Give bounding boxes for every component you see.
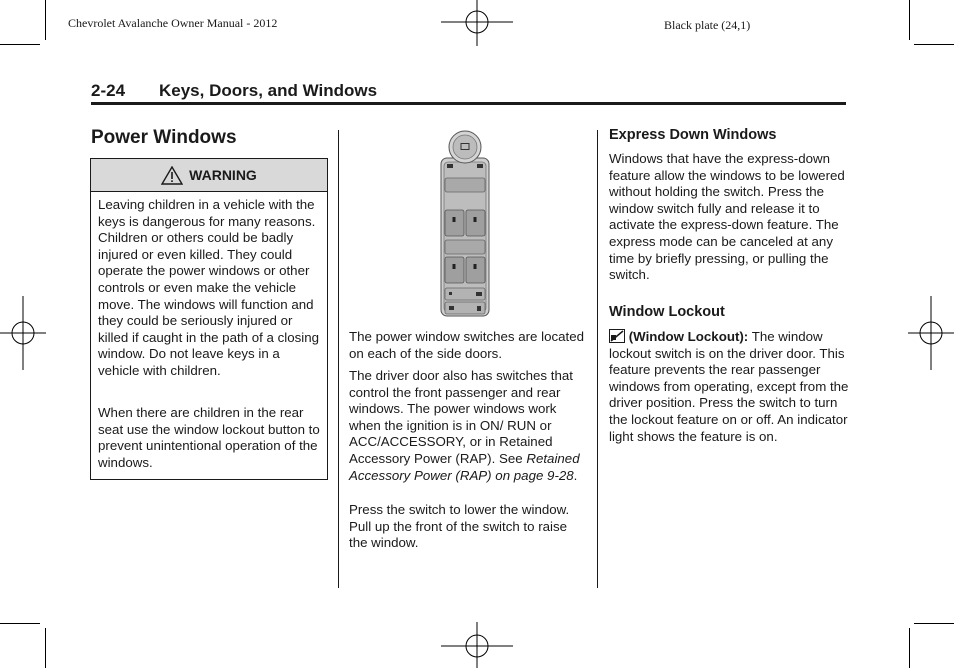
cross-reference-link[interactable]: Retained Accessory Power (RAP) on page 9-28 <box>349 450 580 483</box>
registration-mark-left <box>0 296 46 370</box>
crop-mark <box>909 628 910 668</box>
power-window-switch-panel-icon <box>440 130 490 318</box>
paragraph: The power window switches are located on each of the side doors. <box>349 329 585 361</box>
paragraph-text: The driver door also has switches that control the front passenger and rear windows. The power windows work when the ignition is in ON/ RUN or ACC/ACCESSORY, or in Retained Accessory Power (RAP). See <box>349 368 573 466</box>
warning-label: WARNING <box>189 167 257 183</box>
manual-title: Chevrolet Avalanche Owner Manual - 2012 <box>68 16 278 30</box>
section-title: Keys, Doors, and Windows <box>159 81 378 100</box>
lockout-label: (Window Lockout): <box>628 329 749 344</box>
crop-mark <box>909 0 910 40</box>
registration-mark-top <box>441 0 513 46</box>
section-rule <box>91 102 846 105</box>
warning-triangle-icon <box>161 166 183 185</box>
warning-paragraph: When there are children in the rear seat use the window lockout button to prevent unintentional operation of the windows. <box>98 405 320 470</box>
paragraph-end: . <box>573 467 578 483</box>
page-number: 2-24 <box>91 81 126 100</box>
crop-mark <box>0 623 40 624</box>
paragraph <box>609 329 849 445</box>
window-lockout-icon <box>609 329 625 343</box>
crop-mark <box>914 44 954 45</box>
express-down-heading: Express Down Windows <box>609 127 777 143</box>
warning-header <box>91 159 327 192</box>
plate-label: Black plate (24,1) <box>664 18 751 32</box>
paragraph: Press the switch to lower the window. Pull up the front of the switch to raise the window. <box>349 502 570 551</box>
paragraph <box>349 368 585 484</box>
crop-mark <box>914 623 954 624</box>
crop-mark <box>45 628 46 668</box>
crop-mark <box>0 44 40 45</box>
registration-mark-right <box>908 296 954 370</box>
warning-paragraph: Leaving children in a vehicle with the keys is dangerous for many reasons. Children or others could be badly injured or even killed. They could operate the power windows or other controls or even make the vehicle move. The windows will function and they could be seriously injured or killed if caught in the path of a closing window. Do not leave keys in a vehicle with children. <box>98 197 320 378</box>
column-divider <box>597 130 598 588</box>
page-heading: Power Windows <box>91 127 237 148</box>
window-lockout-heading: Window Lockout <box>609 304 725 320</box>
paragraph-text: The window lockout switch is on the driver door. This feature prevents the rear passenger windows from operating, except from the driver position. Press the switch to turn the lockout feature on or off. An indicator light shows the feature is on. <box>609 329 849 444</box>
registration-mark-bottom <box>441 622 513 668</box>
column-divider <box>338 130 339 588</box>
crop-mark <box>45 0 46 40</box>
paragraph: Windows that have the express-down feature allow the windows to be lowered without holding the switch. Press the window switch fully and release it to activate the express-down feature. The express mode can be canceled at any time by briefly pressing, or pulling the switch. <box>609 151 845 283</box>
section-header <box>91 81 377 101</box>
